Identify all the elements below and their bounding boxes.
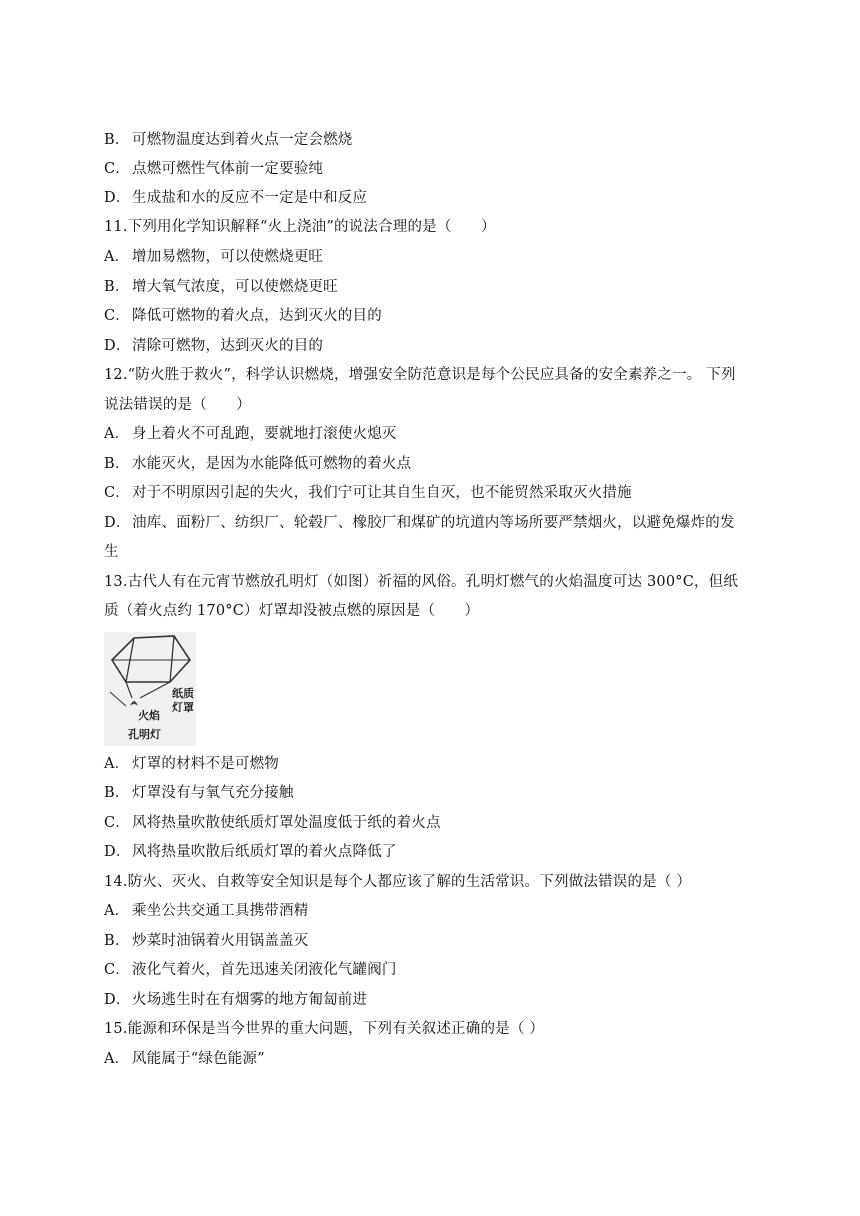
q14-option-c: C． 液化气着火，首先迅速关闭液化气罐阀门	[104, 962, 397, 978]
question-15: 15.能源和环保是当今世界的重大问题，下列有关叙述正确的是（ ）	[104, 1021, 545, 1037]
option-c-prev: C． 点燃可燃性气体前一定要验纯	[104, 161, 324, 177]
figure-label-lantern: 孔明灯	[128, 728, 161, 741]
q14-option-b: B． 炒菜时油锅着火用锅盖盖灭	[104, 933, 309, 949]
q12-option-d: D．油库、面粉厂、纺织厂、轮毂厂、橡胶厂和煤矿的坑道内等场所要严禁烟火，以避免爆炸的发	[104, 515, 735, 531]
q13-option-a: A． 灯罩的材料不是可燃物	[104, 756, 279, 772]
q14-option-d: D．火场逃生时在有烟雾的地方匍匐前进	[104, 992, 368, 1008]
q15-option-a: A． 风能属于“绿色能源”	[104, 1051, 265, 1067]
figure-label-flame: 火焰	[138, 709, 160, 722]
q12-option-c: C． 对于不明原因引起的失火，我们宁可让其自生自灭，也不能贸然采取灭火措施	[104, 485, 632, 501]
question-14: 14.防火、灭火、自救等安全知识是每个人都应该了解的生活常识。下列做法错误的是（ ）	[104, 874, 692, 890]
option-b-prev: B． 可燃物温度达到着火点一定会燃烧	[104, 132, 353, 148]
option-d-prev: D．生成盐和水的反应不一定是中和反应	[104, 190, 368, 206]
question-11: 11.下列用化学知识解释“火上浇油”的说法合理的是（ ）	[104, 219, 496, 235]
kongming-lantern-figure	[104, 632, 196, 746]
q12-option-d-cont: 生	[104, 544, 119, 560]
q13-option-d: D．风将热量吹散后纸质灯罩的着火点降低了	[104, 844, 397, 860]
question-12-line2: 说法错误的是（ ）	[104, 397, 251, 413]
q11-option-d: D．清除可燃物，达到灭火的目的	[104, 338, 324, 354]
q11-option-a: A． 增加易燃物，可以使燃烧更旺	[104, 249, 324, 265]
q11-option-b: B． 增大氧气浓度，可以使燃烧更旺	[104, 279, 338, 295]
question-13-line1: 13.古代人有在元宵节燃放孔明灯（如图）祈福的风俗。孔明灯燃气的火焰温度可达 300°C，但纸	[104, 574, 739, 590]
q12-option-b: B． 水能灭火，是因为水能降低可燃物的着火点	[104, 456, 412, 472]
question-13-line2: 质（着火点约 170°C）灯罩却没被点燃的原因是（ ）	[104, 603, 480, 619]
question-12-line1: 12.“防火胜于救火”，科学认识燃烧，增强安全防范意识是每个公民应具备的安全素养之一。 下列	[104, 367, 736, 383]
figure-label-shade: 灯罩	[172, 701, 194, 714]
q12-option-a: A． 身上着火不可乱跑，要就地打滚使火熄灭	[104, 426, 397, 442]
q14-option-a: A． 乘坐公共交通工具携带酒精	[104, 903, 309, 919]
q11-option-c: C． 降低可燃物的着火点，达到灭火的目的	[104, 308, 382, 324]
q13-option-c: C． 风将热量吹散使纸质灯罩处温度低于纸的着火点	[104, 815, 441, 831]
q13-option-b: B． 灯罩没有与氧气充分接触	[104, 785, 294, 801]
figure-label-paper: 纸质	[172, 687, 194, 700]
